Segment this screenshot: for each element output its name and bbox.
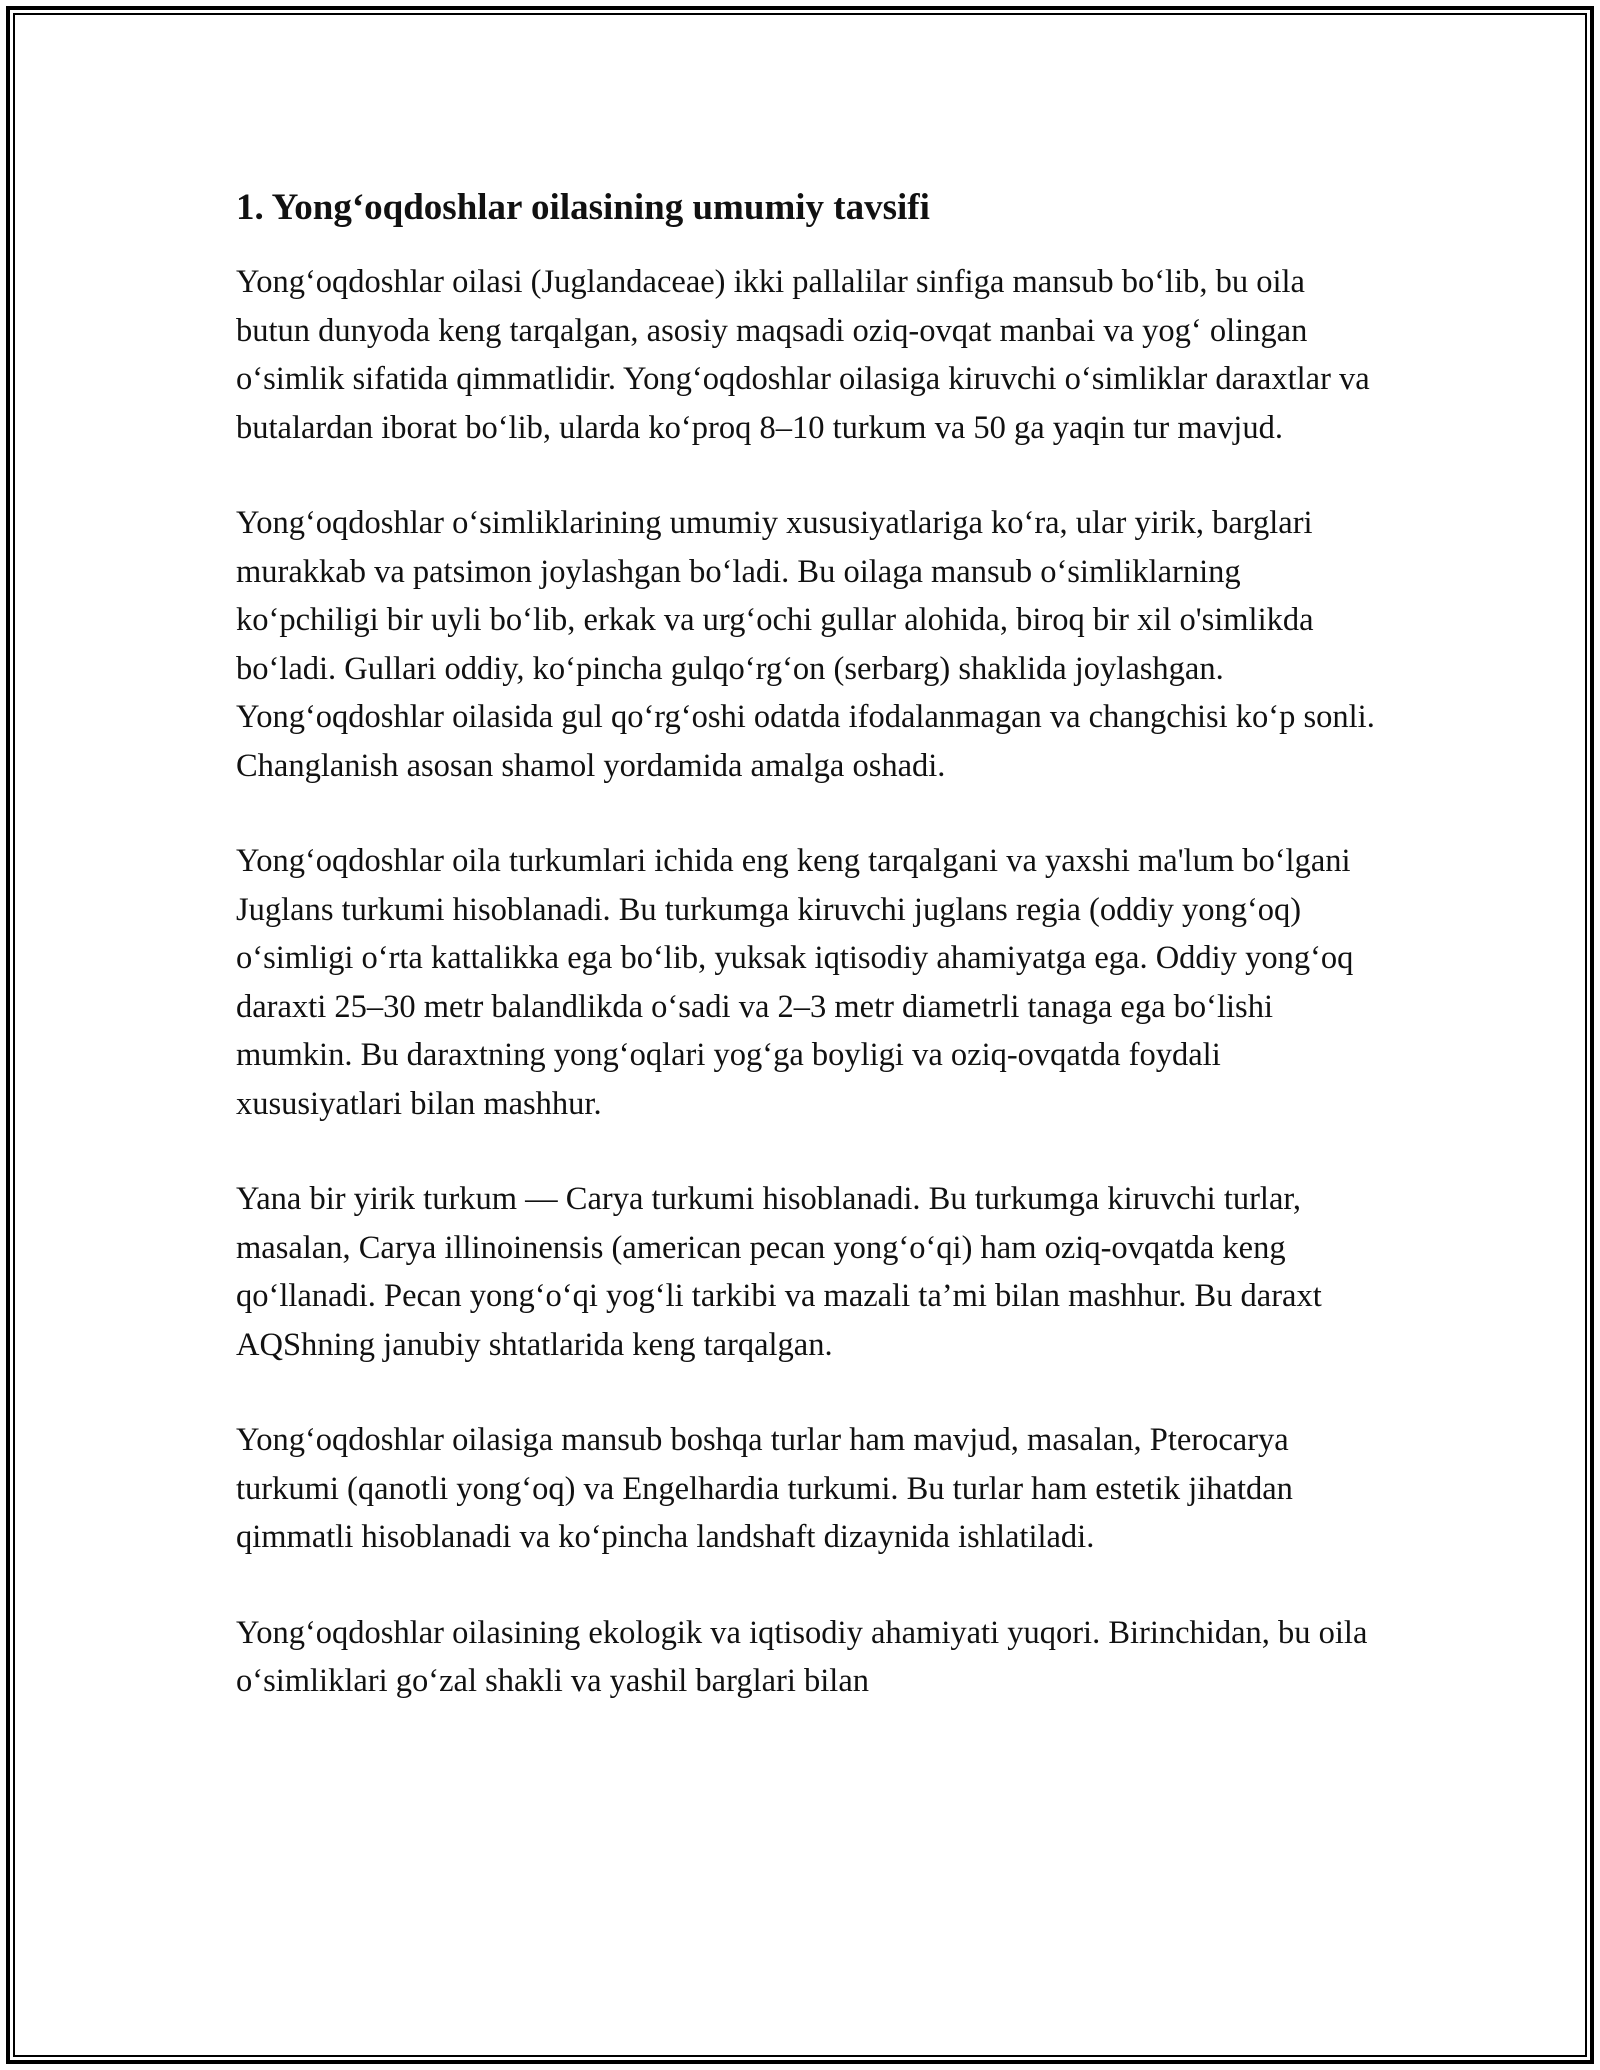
paragraph-general-features: Yong‘oqdoshlar o‘simliklarining umumiy xususiyatlariga ko‘ra, ular yirik, barglari murakkab va patsimon joylashgan bo‘ladi. Bu oilaga mansub o‘simliklarning ko‘pchiligi bir uyli bo‘lib, erkak va urg‘ochi gullar alohida, biroq bir xil o'simlikda bo‘ladi. Gullari oddiy, ko‘pincha gulqo‘rg‘on (serbarg) shaklida joylashgan. Yong‘oqdoshlar oilasida gul qo‘rg‘oshi odatda ifodalanmagan va changchisi ko‘p sonli. Changlanish asosan shamol yordamida amalga oshadi. <box>236 505 1375 784</box>
paragraph-carya-genus: Yana bir yirik turkum — Carya turkumi hisoblanadi. Bu turkumga kiruvchi turlar, masalan, Carya illinoinensis (american pecan yong‘o‘qi) ham oziq-ovqatda keng qo‘llanadi. Pecan yong‘o‘qi yog‘li tarkibi va mazali ta’mi bilan mashhur. Bu daraxt AQShning janubiy shtatlarida keng tarqalgan. <box>236 1181 1322 1363</box>
document-body <box>236 186 1376 1753</box>
paragraph-significance: Yong‘oqdoshlar oilasining ekologik va iqtisodiy ahamiyati yuqori. Birinchidan, bu oila o‘simliklari go‘zal shakli va yashil barglari bilan <box>236 1614 1368 1700</box>
paragraph-juglans-genus: Yong‘oqdoshlar oila turkumlari ichida eng keng tarqalgani va yaxshi ma'lum bo‘lgani Juglans turkumi hisoblanadi. Bu turkumga kiruvchi juglans regia (oddiy yong‘oq) o‘simligi o‘rta kattalikka ega bo‘lib, yuksak iqtisodiy ahamiyatga ega. Oddiy yong‘oq daraxti 25–30 metr balandlikda o‘sadi va 2–3 metr diametrli tanaga ega bo‘lishi mumkin. Bu daraxtning yong‘oqlari yog‘ga boyligi va oziq-ovqatda foydali xususiyatlari bilan mashhur. <box>236 843 1354 1122</box>
paragraph-family-overview: Yong‘oqdoshlar oilasi (Juglandaceae) ikki pallalilar sinfiga mansub bo‘lib, bu oila butun dunyoda keng tarqalgan, asosiy maqsadi oziq-ovqat manbai va yog‘ olingan o‘simlik sifatida qimmatlidir. Yong‘oqdoshlar oilasiga kiruvchi o‘simliklar daraxtlar va butalardan iborat bo‘lib, ularda ko‘proq 8–10 turkum va 50 ga yaqin tur mavjud. <box>236 264 1370 446</box>
section-heading: 1. Yong‘oqdoshlar oilasining umumiy tavsifi <box>236 187 930 228</box>
paragraph-other-genera: Yong‘oqdoshlar oilasiga mansub boshqa turlar ham mavjud, masalan, Pterocarya turkumi (qanotli yong‘oq) va Engelhardia turkumi. Bu turlar ham estetik jihatdan qimmatli hisoblanadi va ko‘pincha landshaft dizaynida ishlatiladi. <box>236 1422 1293 1556</box>
